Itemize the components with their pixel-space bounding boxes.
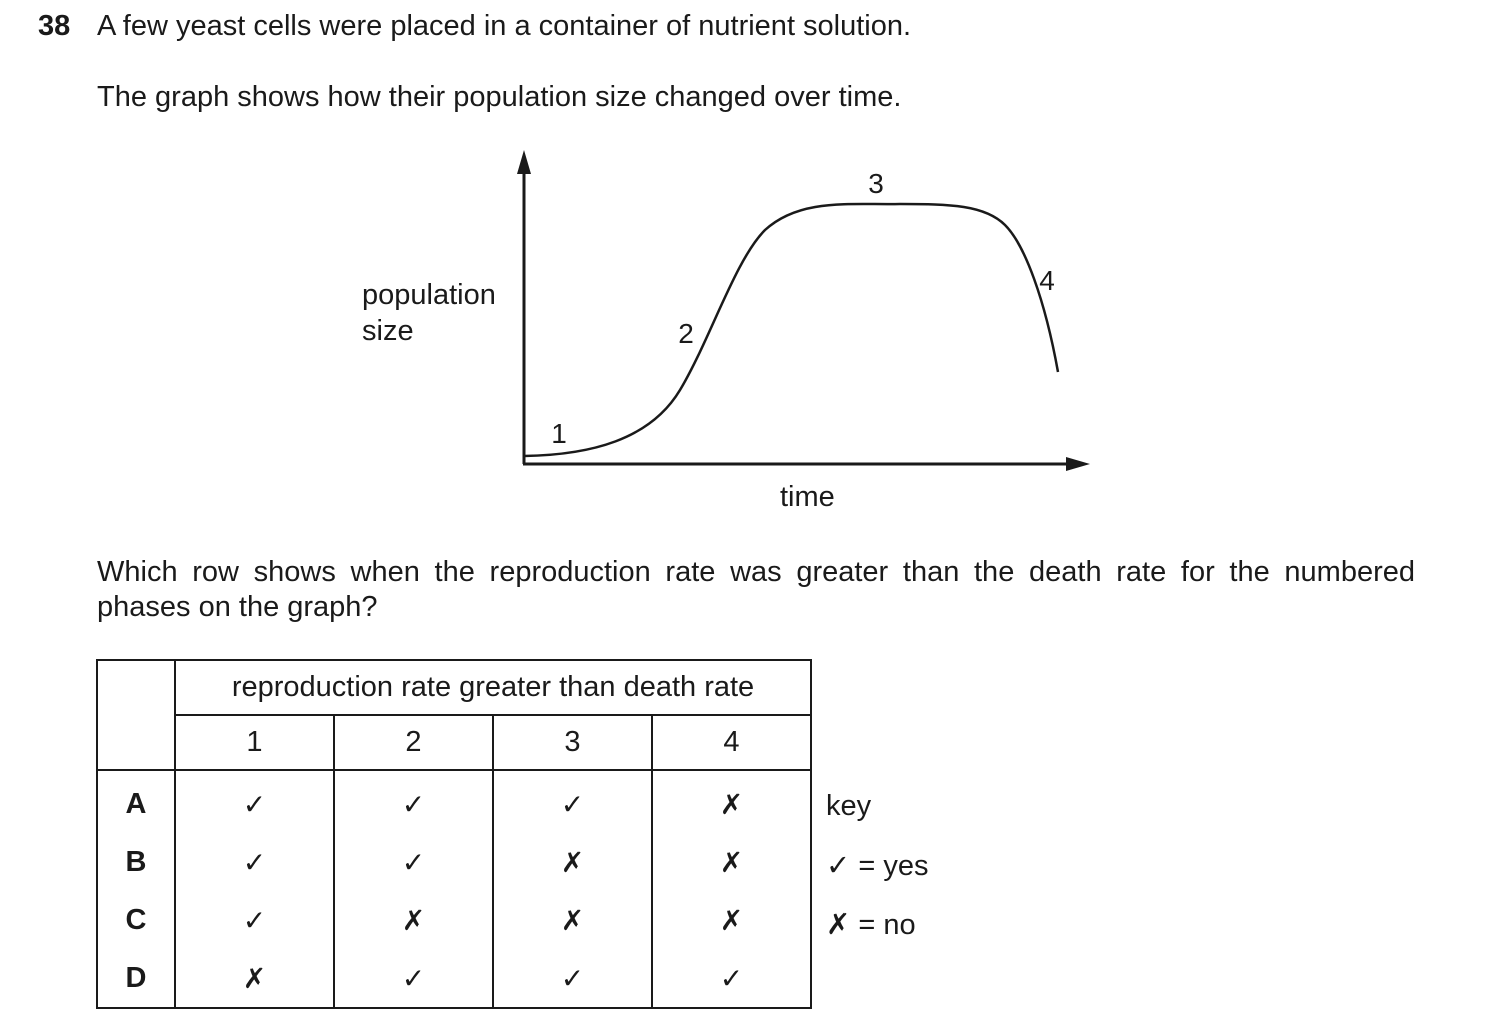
answer-table: [96, 659, 812, 1009]
row-mark: ✗: [175, 949, 334, 1008]
row-mark: ✗: [652, 833, 811, 891]
row-letter: B: [97, 833, 175, 891]
row-mark: ✓: [175, 770, 334, 833]
row-mark: ✗: [652, 891, 811, 949]
row-mark: ✓: [334, 949, 493, 1008]
row-mark: ✓: [493, 770, 652, 833]
question-prompt-line1: Which row shows when the reproduction rate was greater than the death rate for the numbered: [97, 556, 1415, 588]
question-prompt-line2: phases on the graph?: [97, 591, 378, 623]
row-mark: ✗: [493, 833, 652, 891]
key-no: ✗ = no: [826, 909, 916, 941]
y-axis-label-line2: size: [362, 315, 414, 347]
row-mark: ✗: [652, 770, 811, 833]
row-mark: ✓: [175, 891, 334, 949]
key-title: key: [826, 790, 872, 822]
key-yes: ✓ = yes: [826, 850, 929, 882]
row-mark: ✓: [334, 770, 493, 833]
phase-header-1: 1: [175, 715, 334, 770]
y-axis-arrow-icon: [517, 150, 531, 174]
row-mark: ✓: [493, 949, 652, 1008]
phase-label-2: 2: [678, 318, 694, 349]
table-corner: [97, 660, 175, 770]
table-row-c: [97, 891, 811, 949]
question-intro: A few yeast cells were placed in a container of nutrient solution.: [97, 10, 912, 42]
row-letter: D: [97, 949, 175, 1008]
phase-header-2: 2: [334, 715, 493, 770]
y-axis-label: [362, 277, 496, 349]
x-axis-label: time: [780, 481, 835, 513]
table-row-b: [97, 833, 811, 891]
row-mark: ✓: [652, 949, 811, 1008]
phase-label-3: 3: [868, 168, 884, 199]
row-mark: ✗: [493, 891, 652, 949]
row-letter: C: [97, 891, 175, 949]
row-letter: A: [97, 770, 175, 833]
y-axis-label-line1: population: [362, 279, 496, 311]
table-header: reproduction rate greater than death rate: [175, 660, 811, 715]
question-number: 38: [38, 10, 71, 42]
row-mark: ✗: [334, 891, 493, 949]
x-axis-arrow-icon: [1066, 457, 1090, 471]
phase-label-1: 1: [551, 418, 567, 449]
growth-curve: [524, 204, 1058, 456]
row-mark: ✓: [175, 833, 334, 891]
graph-intro: The graph shows how their population size changed over time.: [97, 81, 902, 113]
phase-label-4: 4: [1039, 265, 1055, 296]
table-row-a: [97, 770, 811, 833]
table-row-d: [97, 949, 811, 1008]
phase-header-4: 4: [652, 715, 811, 770]
phase-header-3: 3: [493, 715, 652, 770]
row-mark: ✓: [334, 833, 493, 891]
